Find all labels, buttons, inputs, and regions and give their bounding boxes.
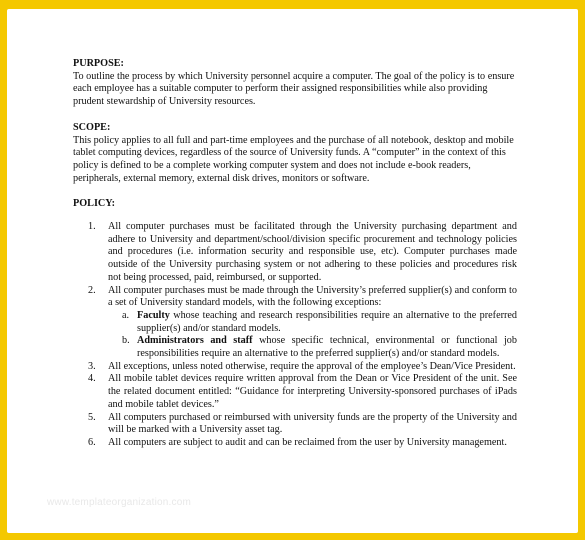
list-item (73, 412, 517, 437)
scope-heading: SCOPE: (73, 121, 111, 133)
list-item (73, 437, 517, 450)
exception-item (73, 310, 517, 335)
item-text: All computers are subject to audit and can be reclaimed from the user by University management. (108, 436, 507, 448)
item-text: All computer purchases must be facilitated through the University purchasing department and adhere to University and department/school/division specific procurement and technology policies and procedures (i.e. information security and responsible use, etc). Computer purchases made outside of the University purchasing system or not adhering to these policies and procedures risk not being processed, paid, reimbursed, or supported. (108, 221, 517, 283)
document-page (7, 9, 578, 533)
item-number: 6. (88, 436, 96, 448)
list-item (73, 285, 517, 310)
exception-letter: a. (122, 309, 130, 321)
exception-role: Administrators and staff (137, 335, 253, 347)
scope-section (73, 122, 517, 186)
item-text: All mobile tablet devices require written approval from the Dean or Vice President of the unit. See the related document entitled: “Guidance for interpreting University-sponsored purchases of iPads and mobile tablet devices.” (108, 373, 517, 410)
item-number: 3. (88, 360, 96, 372)
scope-text: This policy applies to all full and part-time employees and the purchase of all notebook, desktop and mobile tablet computing devices, regardless of the source of University funds. A “computer” in the context of this policy is defined to be a complete working computer system and does not include e-book readers, peripherals, external memory, external disk drives, monitors or software. (73, 134, 514, 184)
exception-letter: b. (122, 335, 130, 347)
policy-section (73, 198, 517, 449)
item-text: All computer purchases must be made through the University’s preferred supplier(s) and conform to a set of University standard models, with the following exceptions: (108, 284, 517, 309)
item-number: 4. (88, 373, 96, 385)
exception-text: whose specific technical, environmental or functional job responsibilities require an alternative to the preferred supplier(s) and/or standard models. (137, 335, 517, 360)
purpose-section (73, 58, 517, 109)
policy-document (73, 58, 517, 450)
purpose-heading: PURPOSE: (73, 58, 124, 69)
list-item (73, 221, 517, 285)
item-number: 1. (88, 221, 96, 233)
exception-text: whose teaching and research responsibilities require an alternative to the preferred supplier(s) and/or standard models. (137, 309, 517, 334)
exceptions-group (73, 310, 517, 361)
exception-item (73, 335, 517, 360)
exception-role: Faculty (137, 309, 170, 321)
policy-list (73, 221, 517, 450)
item-number: 2. (88, 284, 96, 296)
watermark: www.templateorganization.com (47, 497, 191, 508)
list-item (73, 361, 517, 374)
policy-heading: POLICY: (73, 198, 116, 210)
purpose-text: To outline the process by which University personnel acquire a computer. The goal of the policy is to ensure each employee has a suitable computer to perform their assigned responsibilities while also providing prudent stewardship of University resources. (73, 70, 515, 108)
item-text: All computers purchased or reimbursed with university funds are the property of the University and will be marked with a University asset tag. (108, 411, 517, 436)
list-item (73, 373, 517, 411)
exceptions-list (73, 310, 517, 361)
item-number: 5. (88, 411, 96, 423)
item-text: All exceptions, unless noted otherwise, require the approval of the employee’s Dean/Vice President. (108, 360, 516, 372)
